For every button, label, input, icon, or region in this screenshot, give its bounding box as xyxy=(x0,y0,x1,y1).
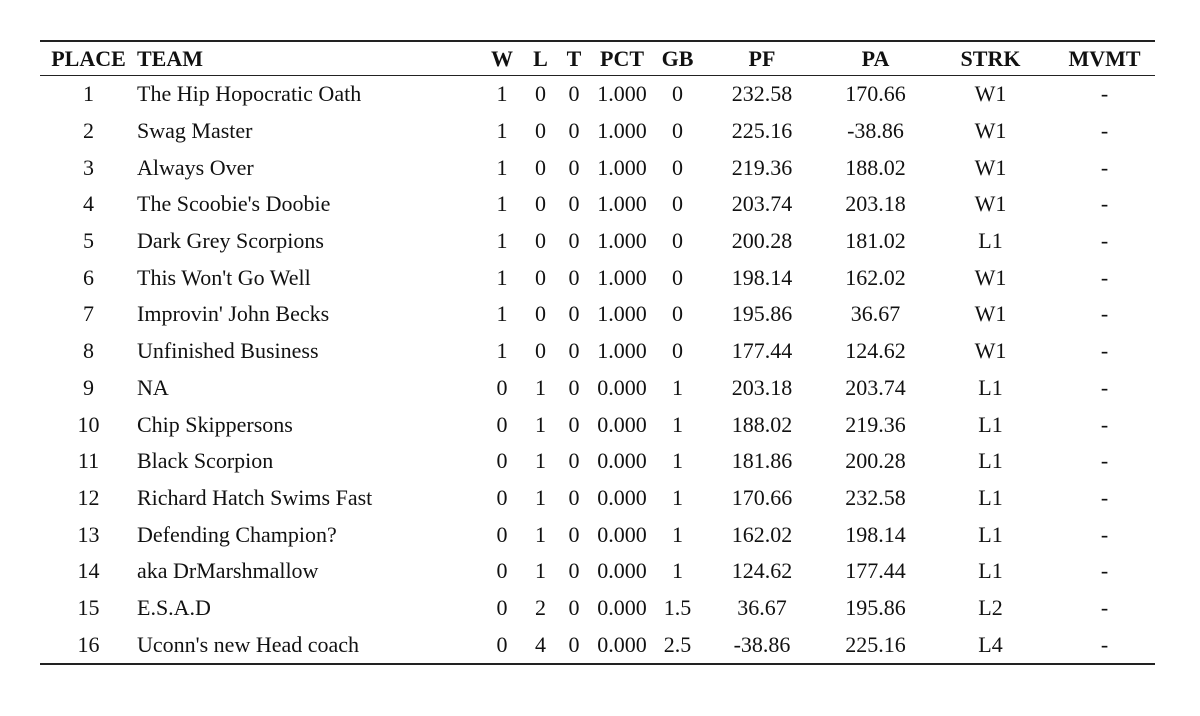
column-header-wins: W xyxy=(491,45,513,71)
place-cell: 13 xyxy=(77,521,100,547)
wins-cell: 1 xyxy=(496,81,508,107)
pa-cell: 177.44 xyxy=(845,558,906,584)
table-row xyxy=(40,113,1155,150)
team-name-cell: Unfinished Business xyxy=(137,338,319,364)
place-cell: 10 xyxy=(77,411,100,437)
streak-cell: L1 xyxy=(978,484,1003,510)
pa-cell: 36.67 xyxy=(850,301,901,327)
wins-cell: 1 xyxy=(496,154,508,180)
gb-cell: 2.5 xyxy=(663,631,692,657)
standings-header xyxy=(40,41,1155,76)
pct-cell: 0.000 xyxy=(597,448,647,474)
standings-body xyxy=(40,76,1155,665)
column-header-streak: STRK xyxy=(960,45,1021,71)
ties-cell: 0 xyxy=(568,81,580,107)
column-header-pf: PF xyxy=(748,45,776,71)
ties-cell: 0 xyxy=(568,631,580,657)
losses-cell: 0 xyxy=(535,338,546,364)
pf-cell: 162.02 xyxy=(731,521,793,547)
table-row xyxy=(40,626,1155,664)
header-row xyxy=(40,41,1155,76)
team-name-cell: Defending Champion? xyxy=(137,521,337,547)
team-name-cell: Swag Master xyxy=(137,118,253,144)
column-header-movement: MVMT xyxy=(1068,45,1141,71)
ties-cell: 0 xyxy=(568,118,580,144)
pa-cell: 170.66 xyxy=(845,81,906,107)
ties-cell: 0 xyxy=(568,484,580,510)
ties-cell: 0 xyxy=(568,558,580,584)
place-cell: 12 xyxy=(77,484,100,510)
place-cell: 15 xyxy=(77,594,100,620)
pct-cell: 0.000 xyxy=(597,558,647,584)
movement-cell: - xyxy=(1100,191,1109,217)
wins-cell: 0 xyxy=(496,631,508,657)
movement-cell: - xyxy=(1100,448,1109,474)
table-row xyxy=(40,406,1155,443)
pf-cell: -38.86 xyxy=(733,631,791,657)
place-cell: 2 xyxy=(83,118,94,144)
team-name-cell: E.S.A.D xyxy=(137,594,211,620)
pct-cell: 1.000 xyxy=(597,81,647,107)
pct-cell: 1.000 xyxy=(597,118,647,144)
pa-cell: 124.62 xyxy=(845,338,906,364)
movement-cell: - xyxy=(1100,154,1109,180)
streak-cell: W1 xyxy=(974,154,1007,180)
losses-cell: 0 xyxy=(535,228,546,254)
losses-cell: 0 xyxy=(535,154,546,180)
gb-cell: 0 xyxy=(672,264,683,290)
place-cell: 8 xyxy=(83,338,94,364)
movement-cell: - xyxy=(1100,301,1109,327)
place-cell: 6 xyxy=(83,264,94,290)
team-name-cell: Dark Grey Scorpions xyxy=(137,228,324,254)
column-header-gb: GB xyxy=(661,45,694,71)
losses-cell: 1 xyxy=(535,484,546,510)
column-header-losses: L xyxy=(533,45,548,71)
streak-cell: W1 xyxy=(974,118,1007,144)
gb-cell: 1 xyxy=(672,521,683,547)
streak-cell: L1 xyxy=(978,411,1003,437)
table-row xyxy=(40,370,1155,407)
losses-cell: 1 xyxy=(535,558,546,584)
pa-cell: 181.02 xyxy=(845,228,906,254)
losses-cell: 1 xyxy=(535,411,546,437)
wins-cell: 0 xyxy=(496,594,508,620)
ties-cell: 0 xyxy=(568,301,580,327)
team-name-cell: Chip Skippersons xyxy=(137,411,293,437)
losses-cell: 2 xyxy=(535,594,546,620)
streak-cell: W1 xyxy=(974,301,1007,327)
pct-cell: 0.000 xyxy=(597,484,647,510)
movement-cell: - xyxy=(1100,484,1109,510)
table-row xyxy=(40,186,1155,223)
team-name-cell: This Won't Go Well xyxy=(137,264,311,290)
pf-cell: 225.16 xyxy=(731,118,793,144)
pf-cell: 232.58 xyxy=(731,81,793,107)
streak-cell: W1 xyxy=(974,191,1007,217)
movement-cell: - xyxy=(1100,558,1109,584)
pf-cell: 188.02 xyxy=(731,411,793,437)
pct-cell: 1.000 xyxy=(597,264,647,290)
pa-cell: 200.28 xyxy=(845,448,906,474)
streak-cell: L4 xyxy=(978,631,1003,657)
place-cell: 16 xyxy=(77,631,100,657)
streak-cell: L1 xyxy=(978,228,1003,254)
ties-cell: 0 xyxy=(568,521,580,547)
gb-cell: 1 xyxy=(672,411,683,437)
gb-cell: 0 xyxy=(672,154,683,180)
gb-cell: 0 xyxy=(672,81,683,107)
pa-cell: 203.18 xyxy=(845,191,906,217)
table-row xyxy=(40,76,1155,113)
movement-cell: - xyxy=(1100,228,1109,254)
pct-cell: 1.000 xyxy=(597,338,647,364)
losses-cell: 0 xyxy=(535,301,546,327)
gb-cell: 0 xyxy=(672,228,683,254)
losses-cell: 4 xyxy=(535,631,546,657)
pa-cell: 198.14 xyxy=(845,521,906,547)
movement-cell: - xyxy=(1100,264,1109,290)
wins-cell: 1 xyxy=(496,191,508,217)
gb-cell: 0 xyxy=(672,118,683,144)
pct-cell: 0.000 xyxy=(597,521,647,547)
pa-cell: 195.86 xyxy=(845,594,906,620)
pct-cell: 0.000 xyxy=(597,631,647,657)
streak-cell: L1 xyxy=(978,521,1003,547)
pf-cell: 170.66 xyxy=(731,484,793,510)
losses-cell: 1 xyxy=(535,374,546,400)
movement-cell: - xyxy=(1100,338,1109,364)
streak-cell: L1 xyxy=(978,448,1003,474)
pf-cell: 200.28 xyxy=(731,228,793,254)
column-header-ties: T xyxy=(566,45,582,71)
movement-cell: - xyxy=(1100,631,1109,657)
team-name-cell: NA xyxy=(137,374,169,400)
movement-cell: - xyxy=(1100,521,1109,547)
wins-cell: 0 xyxy=(496,558,508,584)
wins-cell: 0 xyxy=(496,411,508,437)
pct-cell: 1.000 xyxy=(597,154,647,180)
wins-cell: 1 xyxy=(496,228,508,254)
table-row xyxy=(40,149,1155,186)
column-header-pa: PA xyxy=(861,45,890,71)
wins-cell: 0 xyxy=(496,448,508,474)
pf-cell: 198.14 xyxy=(731,264,793,290)
team-name-cell: The Hip Hopocratic Oath xyxy=(137,81,362,107)
pf-cell: 219.36 xyxy=(731,154,793,180)
pct-cell: 0.000 xyxy=(597,411,647,437)
ties-cell: 0 xyxy=(568,374,580,400)
pf-cell: 124.62 xyxy=(731,558,793,584)
place-cell: 4 xyxy=(83,191,94,217)
pf-cell: 177.44 xyxy=(731,338,793,364)
ties-cell: 0 xyxy=(568,154,580,180)
table-row xyxy=(40,223,1155,260)
ties-cell: 0 xyxy=(568,594,580,620)
ties-cell: 0 xyxy=(568,411,580,437)
gb-cell: 0 xyxy=(672,191,683,217)
pa-cell: -38.86 xyxy=(847,118,904,144)
losses-cell: 0 xyxy=(535,191,546,217)
team-name-cell: Richard Hatch Swims Fast xyxy=(137,484,373,510)
pa-cell: 188.02 xyxy=(845,154,906,180)
losses-cell: 1 xyxy=(535,521,546,547)
table-row xyxy=(40,553,1155,590)
place-cell: 7 xyxy=(83,301,94,327)
gb-cell: 1 xyxy=(672,448,683,474)
gb-cell: 0 xyxy=(672,301,683,327)
ties-cell: 0 xyxy=(568,264,580,290)
movement-cell: - xyxy=(1100,118,1109,144)
pf-cell: 195.86 xyxy=(731,301,793,327)
table-row xyxy=(40,259,1155,296)
pf-cell: 36.67 xyxy=(737,594,787,620)
team-name-cell: The Scoobie's Doobie xyxy=(137,191,331,217)
team-name-cell: aka DrMarshmallow xyxy=(137,558,319,584)
losses-cell: 1 xyxy=(535,448,546,474)
pa-cell: 232.58 xyxy=(845,484,906,510)
movement-cell: - xyxy=(1100,411,1109,437)
wins-cell: 0 xyxy=(496,521,508,547)
pf-cell: 181.86 xyxy=(731,448,793,474)
pct-cell: 1.000 xyxy=(597,191,647,217)
wins-cell: 1 xyxy=(496,264,508,290)
ties-cell: 0 xyxy=(568,338,580,364)
ties-cell: 0 xyxy=(568,191,580,217)
pf-cell: 203.18 xyxy=(731,374,793,400)
standings-table xyxy=(40,40,1155,665)
streak-cell: W1 xyxy=(974,338,1007,364)
wins-cell: 1 xyxy=(496,338,508,364)
place-cell: 1 xyxy=(83,81,94,107)
pct-cell: 0.000 xyxy=(597,374,647,400)
wins-cell: 0 xyxy=(496,374,508,400)
table-row xyxy=(40,296,1155,333)
ties-cell: 0 xyxy=(568,448,580,474)
gb-cell: 1 xyxy=(672,484,683,510)
pct-cell: 1.000 xyxy=(597,228,647,254)
column-header-team: TEAM xyxy=(137,45,203,71)
column-header-place: PLACE xyxy=(51,45,126,71)
pa-cell: 203.74 xyxy=(845,374,906,400)
movement-cell: - xyxy=(1100,374,1109,400)
column-header-pct: PCT xyxy=(600,45,644,71)
place-cell: 3 xyxy=(83,154,94,180)
table-row xyxy=(40,333,1155,370)
place-cell: 5 xyxy=(83,228,94,254)
gb-cell: 0 xyxy=(672,338,683,364)
pa-cell: 162.02 xyxy=(845,264,906,290)
movement-cell: - xyxy=(1100,81,1109,107)
place-cell: 11 xyxy=(77,448,100,474)
gb-cell: 1 xyxy=(672,558,683,584)
pf-cell: 203.74 xyxy=(731,191,793,217)
gb-cell: 1 xyxy=(672,374,683,400)
table-row xyxy=(40,590,1155,627)
team-name-cell: Always Over xyxy=(137,154,254,180)
pa-cell: 219.36 xyxy=(845,411,906,437)
losses-cell: 0 xyxy=(535,81,546,107)
team-name-cell: Improvin' John Becks xyxy=(137,301,330,327)
streak-cell: W1 xyxy=(974,81,1007,107)
streak-cell: L1 xyxy=(978,374,1003,400)
team-name-cell: Black Scorpion xyxy=(137,448,274,474)
pct-cell: 0.000 xyxy=(597,594,647,620)
streak-cell: L2 xyxy=(978,594,1003,620)
losses-cell: 0 xyxy=(535,118,546,144)
losses-cell: 0 xyxy=(535,264,546,290)
table-row xyxy=(40,480,1155,517)
wins-cell: 1 xyxy=(496,118,508,144)
team-name-cell: Uconn's new Head coach xyxy=(137,631,360,657)
table-row xyxy=(40,516,1155,553)
place-cell: 9 xyxy=(83,374,94,400)
streak-cell: L1 xyxy=(978,558,1003,584)
movement-cell: - xyxy=(1100,594,1109,620)
wins-cell: 0 xyxy=(496,484,508,510)
wins-cell: 1 xyxy=(496,301,508,327)
pa-cell: 225.16 xyxy=(845,631,906,657)
streak-cell: W1 xyxy=(974,264,1007,290)
place-cell: 14 xyxy=(77,558,100,584)
pct-cell: 1.000 xyxy=(597,301,647,327)
ties-cell: 0 xyxy=(568,228,580,254)
gb-cell: 1.5 xyxy=(663,594,692,620)
table-row xyxy=(40,443,1155,480)
